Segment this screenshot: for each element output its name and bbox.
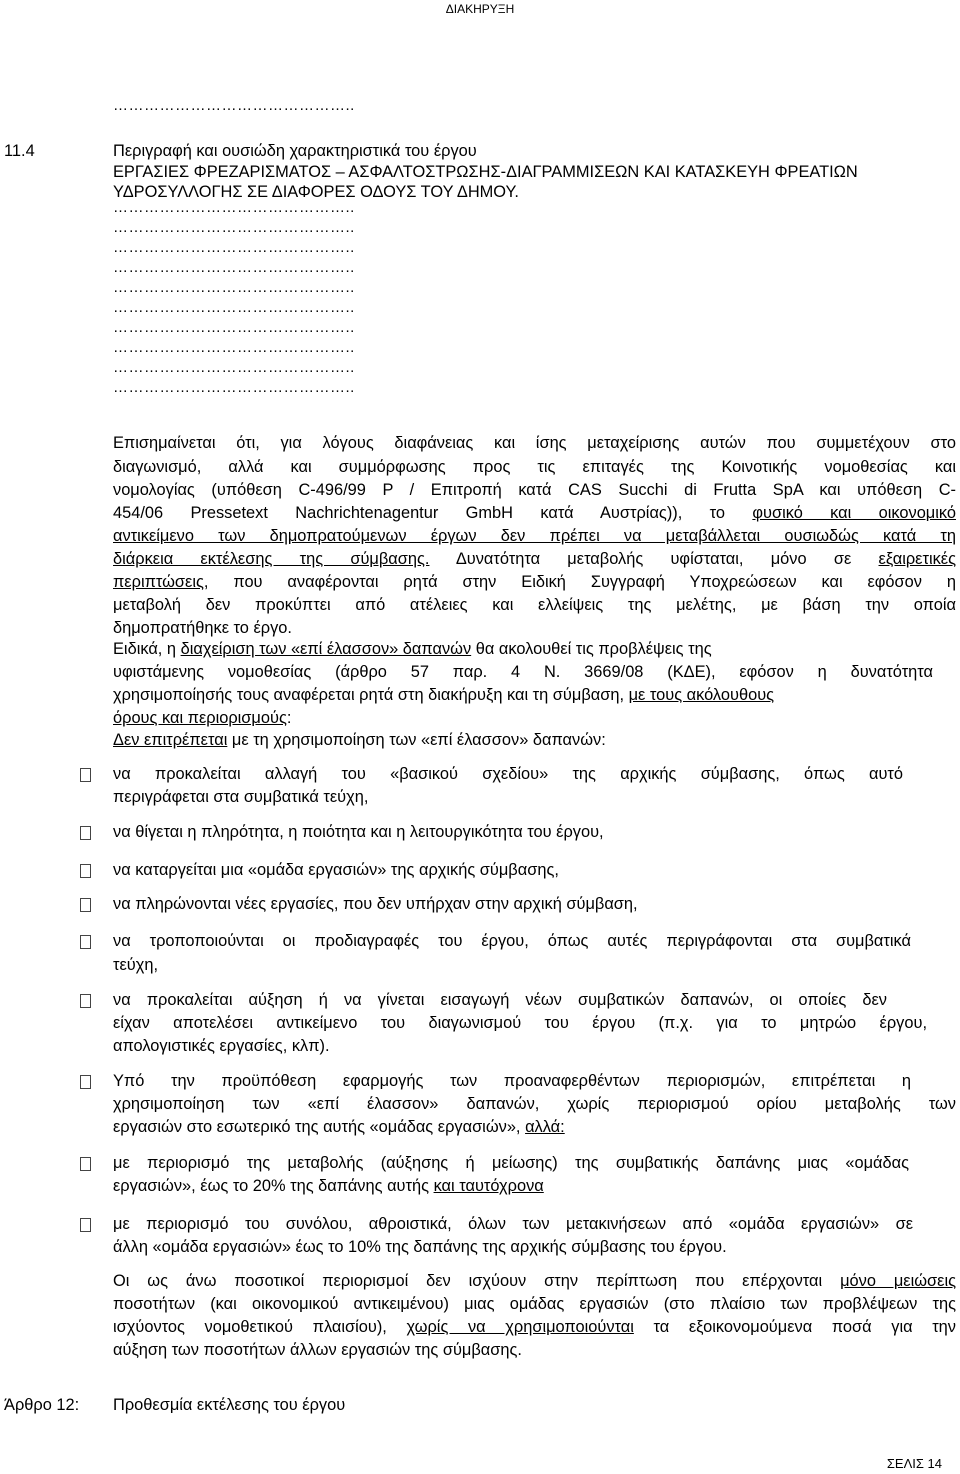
list-item-line: να τροποποιούνται οι προδιαγραφές του έργου, όπως αυτές περιγράφονται στα συμβατικά: [113, 932, 911, 950]
text-segment: :: [286, 709, 292, 727]
underlined-text: μόνο μειώσεις: [840, 1272, 957, 1290]
underlined-text: αλλά:: [525, 1118, 565, 1136]
list-item-line: άλλη «ομάδα εργασιών» έως το 10% της δαπάνης της αρχικής σύμβασης του έργου.: [113, 1238, 727, 1256]
text-segment: με τη χρησιμοποίηση των «επί έλασσον» δαπανών:: [231, 731, 606, 749]
paragraph-line: [113, 1270, 956, 1292]
list-item-line: να προκαλείται αλλαγή του «βασικού σχεδίου» της αρχικής σύμβασης, όπως αυτό: [113, 765, 903, 783]
text-segment: Δυνατότητα μεταβολής υφίσταται, μόνο σε: [455, 550, 852, 568]
underlined-text: με τους ακόλουθους: [628, 686, 775, 704]
underlined-text: και ταυτόχρονα: [433, 1177, 544, 1195]
dot-line: ………………………………………..: [113, 379, 355, 396]
checkbox-bullet-icon: [80, 898, 91, 912]
paragraph-line: νομολογίας (υπόθεση C-496/99 P / Επιτροπή κατά CAS Succhi di Frutta SpA και υπόθεση C-: [113, 481, 956, 499]
paragraph-line: [113, 548, 956, 570]
dot-line: ………………………………………..: [113, 319, 355, 336]
underlined-text: εξαιρετικές: [878, 550, 956, 568]
text-segment: Ειδικά, η: [113, 640, 177, 658]
dot-line: ………………………………………..: [113, 219, 355, 236]
paragraph-line: ποσοτήτων (και οικονομικού αντικειμένου) μιας ομάδας εργασιών (στο πλαίσιο των προβλέψεων της: [113, 1295, 956, 1313]
checkbox-bullet-icon: [80, 994, 91, 1008]
paragraph-line: αύξηση των ποσοτήτων άλλων εργασιών της σύμβασης.: [113, 1341, 522, 1359]
checkbox-bullet-icon: [80, 1157, 91, 1171]
list-item-line: είχαν αποτελέσει αντικείμενο του διαγωνισμού του έργου (π.χ. για το μητρώο έργου,: [113, 1014, 927, 1032]
checkbox-bullet-icon: [80, 935, 91, 949]
checkbox-bullet-icon: [80, 768, 91, 782]
list-item-line: με περιορισμό του συνόλου, αθροιστικά, όλων των μετακινήσεων από «ομάδα εργασιών» σε: [113, 1215, 913, 1233]
list-item-line: να πληρώνονται νέες εργασίες, που δεν υπήρχαν στην αρχική σύμβαση,: [113, 895, 638, 913]
paragraph-line: δημοπρατήθηκε το έργο.: [113, 619, 292, 637]
page-number: ΣΕΛΙΣ 14: [886, 1456, 942, 1471]
paragraph-line: [113, 1316, 956, 1338]
dot-line: ………………………………………..: [113, 339, 355, 356]
text-segment: τα εξοικονομούμενα ποσά για την: [653, 1318, 956, 1336]
paragraph-line: [113, 729, 606, 751]
list-item-line: να καταργείται μια «ομάδα εργασιών» της αρχικής σύμβασης,: [113, 861, 559, 879]
checkbox-bullet-icon: [80, 1075, 91, 1089]
checkbox-bullet-icon: [80, 1218, 91, 1232]
paragraph-line: [113, 502, 956, 524]
list-item-line: τεύχη,: [113, 956, 159, 974]
paragraph-line-underlined: αντικείμενο των δημοπρατούμενων έργων δεν πρέπει να μεταβάλλεται ουσιωδώς κατά τη: [113, 527, 956, 545]
dot-line: ………………………………………..: [113, 279, 355, 296]
underlined-text: όρους και περιορισμούς: [113, 709, 287, 727]
underlined-text: χωρίς να χρησιμοποιούνται: [406, 1318, 634, 1336]
dot-line: ………………………………………..: [113, 199, 355, 216]
paragraph-line: [113, 571, 956, 593]
text-segment: εργασιών στο εσωτερικό της αυτής «ομάδας εργασιών»,: [113, 1118, 521, 1136]
list-item-line: απολογιστικές εργασίες, κλπ).: [113, 1037, 330, 1055]
paragraph-line: διαγωνισμό, αλλά και συμμόρφωσης προς τις επιταγές της Κοινοτικής νομοθεσίας και: [113, 458, 956, 476]
text-segment: εργασιών», έως το 20% της δαπάνης αυτής: [113, 1177, 429, 1195]
paragraph-line: [113, 684, 774, 706]
list-item-line: χρησιμοποίηση των «επί έλασσον» δαπανών, χωρίς περιορισμού ορίου μεταβολής των: [113, 1095, 956, 1113]
underlined-text: περιπτώσεις: [113, 573, 204, 591]
checkbox-bullet-icon: [80, 864, 91, 878]
list-item-line: Υπό την προϋπόθεση εφαρμογής των προαναφερθέντων περιορισμών, επιτρέπεται η: [113, 1072, 911, 1090]
text-segment: ισχύοντος νομοθετικού πλαισίου),: [113, 1318, 387, 1336]
project-title-line-1: ΕΡΓΑΣΙΕΣ ΦΡΕΖΑΡΙΣΜΑΤΟΣ – ΑΣΦΑΛΤΟΣΤΡΩΣΗΣ-ΔΙΑΓΡΑΜΜΙΣΕΩΝ ΚΑΙ ΚΑΤΑΣΚΕΥΗ ΦΡΕΑΤΙΩΝ: [113, 163, 858, 181]
list-item-line: να προκαλείται αύξηση ή να γίνεται εισαγωγή νέων συμβατικών δαπανών, οι οποίες δεν: [113, 991, 887, 1009]
section-number: 11.4: [4, 142, 35, 160]
underlined-text: διάρκεια εκτέλεσης της σύμβασης.: [113, 550, 430, 568]
list-item-line: περιγράφεται στα συμβατικά τεύχη,: [113, 788, 369, 806]
section-title: Περιγραφή και ουσιώδη χαρακτηριστικά του έργου: [113, 142, 477, 160]
project-title-line-2: ΥΔΡΟΣΥΛΛΟΓΗΣ ΣΕ ΔΙΑΦΟΡΕΣ ΟΔΟΥΣ ΤΟΥ ΔΗΜΟΥ.: [113, 183, 519, 201]
dot-line: ………………………………………..: [113, 299, 355, 316]
paragraph-line: μεταβολή δεν προκύπτει από ατέλειες και ελλείψεις της μελέτης, με βάση την οποία: [113, 596, 956, 614]
dot-line: ………………………………………..: [113, 359, 355, 376]
text-segment: χρησιμοποίησής τους αναφέρεται ρητά στη διακήρυξη και τη σύμβαση,: [113, 686, 625, 704]
underlined-text: διαχείριση των «επί έλασσον» δαπανών: [180, 640, 472, 658]
dot-line: ………………………………………..: [113, 259, 355, 276]
list-item-line: [113, 1175, 544, 1197]
list-item-line: [113, 1116, 565, 1138]
text-segment: 454/06 Pressetext Nachrichtenagentur GmbH κατά Αυστρίας)), το: [113, 504, 725, 522]
paragraph-line: [113, 638, 873, 660]
list-item-line: με περιορισμό της μεταβολής (αύξησης ή μείωσης) της συμβατικής δαπάνης μιας «ομάδας: [113, 1154, 909, 1172]
text-segment: , που αναφέρονται ρητά στην Ειδική Συγγραφή Υποχρεώσεων και εφόσον η: [203, 573, 956, 591]
dot-line: ………………………………………..: [113, 239, 355, 256]
text-segment: θα ακολουθεί τις προβλέψεις της: [475, 640, 712, 658]
article-label: Άρθρο 12:: [4, 1396, 80, 1414]
article-title: Προθεσμία εκτέλεσης του έργου: [113, 1396, 346, 1414]
document-header: ΔΙΑΚΗΡΥΞΗ: [445, 2, 515, 16]
paragraph-line: Επισημαίνεται ότι, για λόγους διαφάνειας και ίσης μεταχείρισης αυτών που συμμετέχουν στο: [113, 434, 956, 452]
underlined-text: Δεν επιτρέπεται: [113, 731, 228, 749]
underlined-text: φυσικό και οικονομικό: [752, 504, 957, 522]
paragraph-line: [113, 707, 291, 729]
text-segment: Οι ως άνω ποσοτικοί περιορισμοί δεν ισχύουν στην περίπτωση που επέρχονται: [113, 1272, 823, 1290]
paragraph-line: υφιστάμενης νομοθεσίας (άρθρο 57 παρ. 4 Ν. 3669/08 (ΚΔΕ), εφόσον η δυνατότητα: [113, 663, 933, 681]
list-item-line: να θίγεται η πληρότητα, η ποιότητα και η λειτουργικότητα του έργου,: [113, 823, 604, 841]
dot-line: ………………………………………..: [113, 97, 355, 114]
checkbox-bullet-icon: [80, 826, 91, 840]
